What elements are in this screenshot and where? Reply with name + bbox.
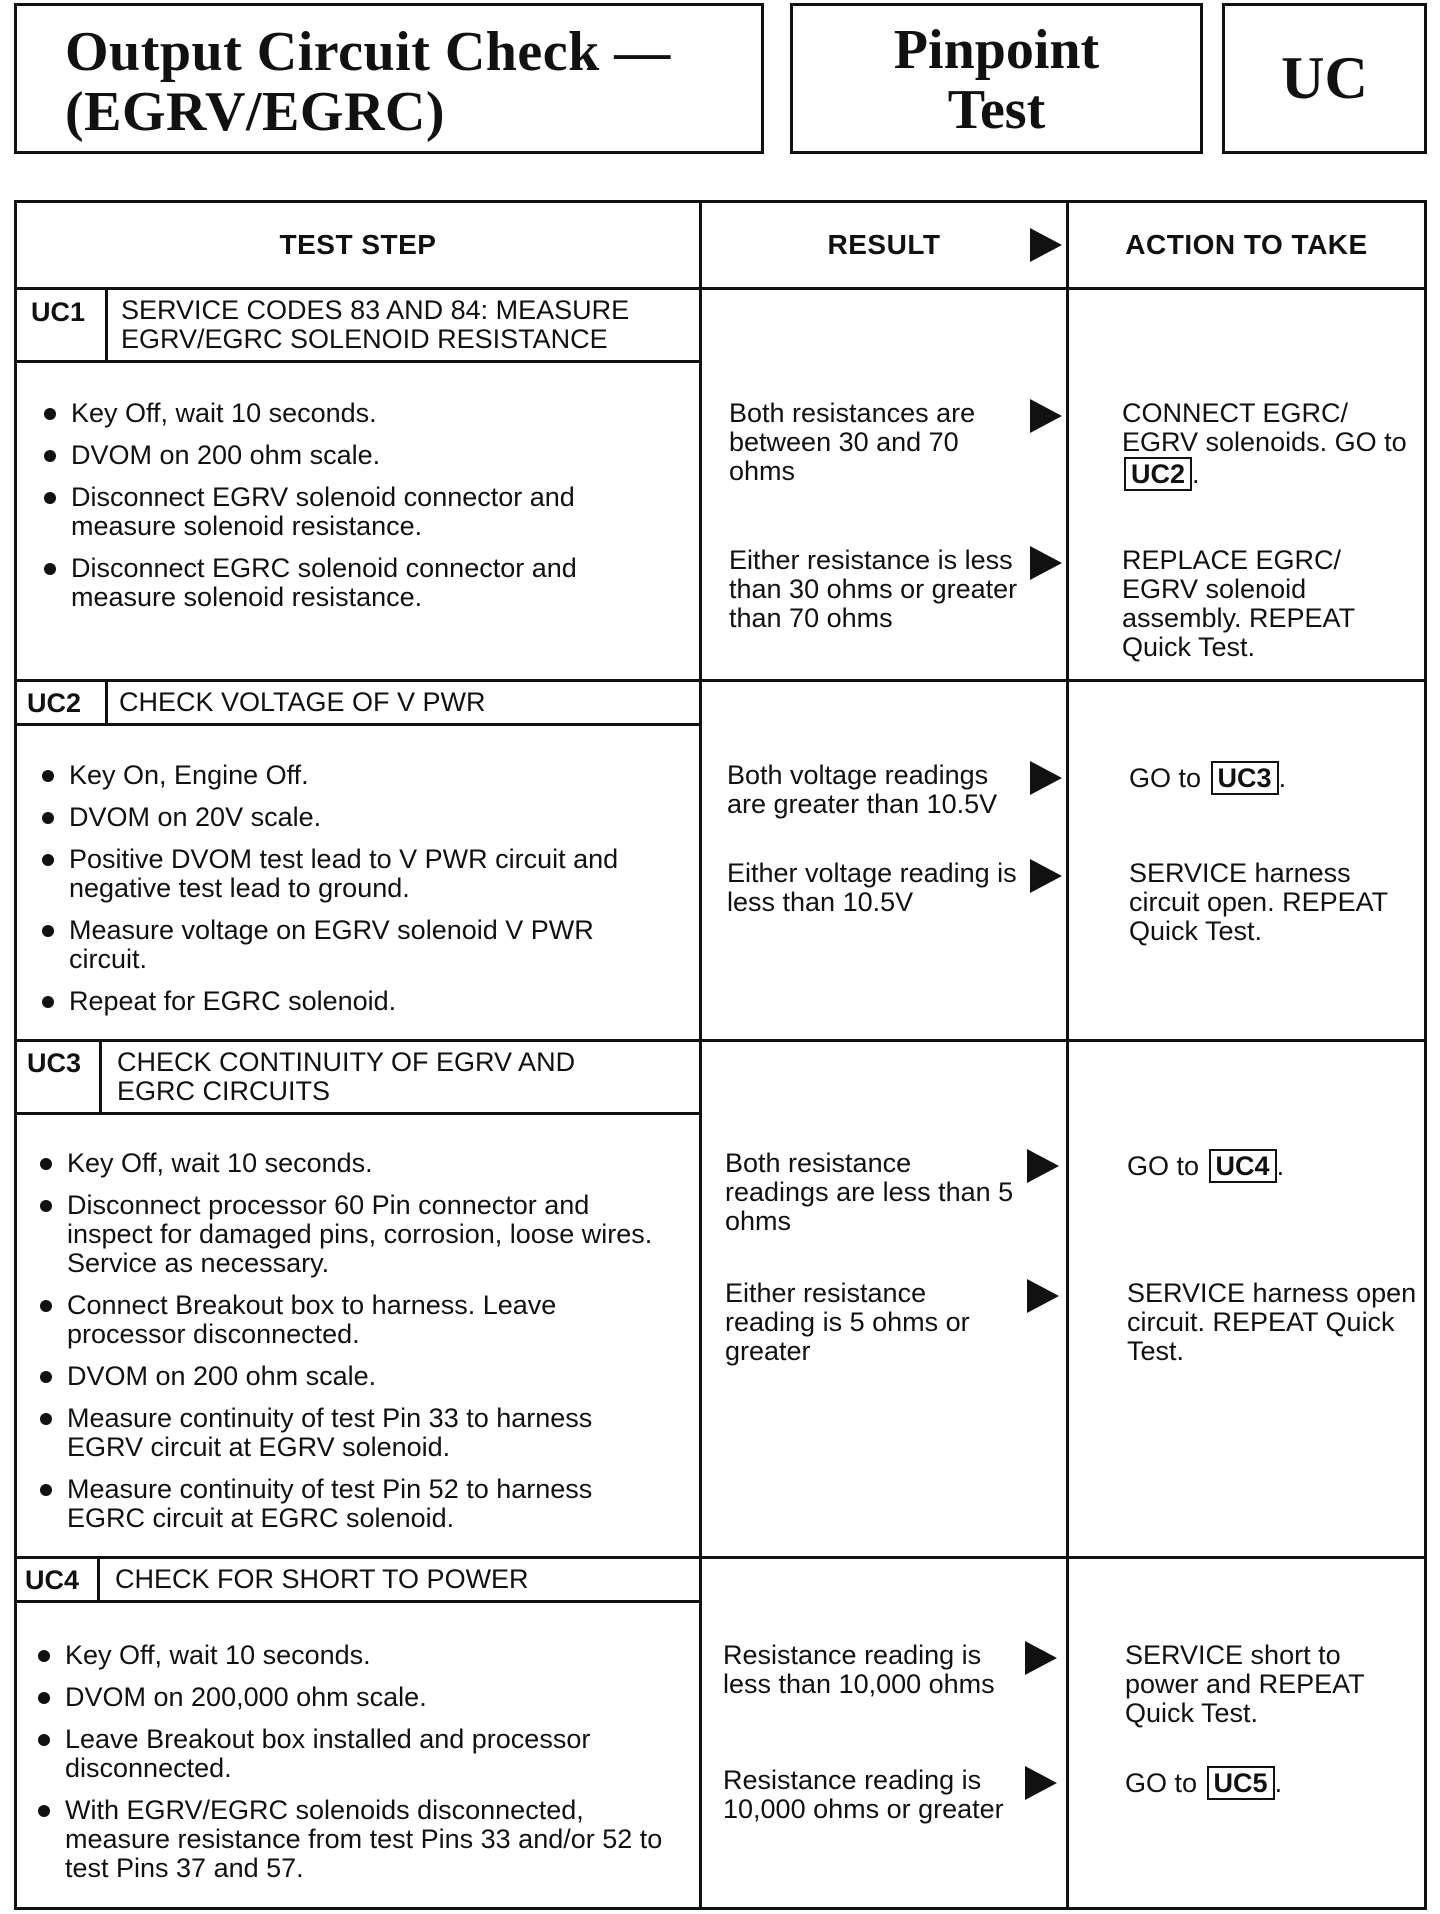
action-uc2-1 bbox=[1129, 761, 1419, 795]
action-uc3-2: SERVICE harness open circuit. REPEAT Quick Test. bbox=[1127, 1278, 1417, 1366]
step-title-uc3-line1: CHECK CONTINUITY OF EGRV AND bbox=[117, 1047, 576, 1077]
arrow-right-icon bbox=[1030, 399, 1062, 433]
list-item: Measure voltage on EGRV solenoid V PWR circuit. bbox=[37, 916, 677, 974]
result-uc2-1: Both voltage readings are greater than 10.5V bbox=[727, 760, 998, 819]
step-uc3-bullets bbox=[35, 1149, 675, 1533]
test-code: UC bbox=[1281, 45, 1368, 111]
list-item: Measure continuity of test Pin 33 to harness EGRV circuit at EGRV solenoid. bbox=[35, 1404, 675, 1462]
step-title-uc1-line2: EGRV/EGRC SOLENOID RESISTANCE bbox=[121, 324, 608, 354]
test-code-box bbox=[1222, 3, 1427, 154]
result-uc3-2: Either resistance reading is 5 ohms or greater bbox=[725, 1278, 970, 1366]
list-item: Key Off, wait 10 seconds. bbox=[35, 1149, 675, 1178]
step-title-underline bbox=[17, 723, 699, 726]
step-id-uc3: UC3 bbox=[27, 1048, 82, 1078]
step-divider bbox=[17, 1556, 1424, 1559]
test-title-box bbox=[14, 3, 764, 154]
test-title-line1: Output Circuit Check — bbox=[65, 21, 671, 83]
step-divider bbox=[17, 1039, 1424, 1042]
arrow-right-icon bbox=[1030, 228, 1062, 262]
step-uc2-bullets bbox=[37, 761, 677, 1016]
arrow-right-icon bbox=[1030, 546, 1062, 580]
result-uc4-1: Resistance reading is less than 10,000 ohms bbox=[723, 1640, 995, 1699]
column-header-result bbox=[702, 203, 1066, 287]
action-uc1-1 bbox=[1122, 399, 1412, 491]
step-reference-uc5[interactable]: UC5 bbox=[1207, 1766, 1275, 1800]
result-uc2-2: Either voltage reading is less than 10.5V bbox=[727, 858, 1017, 917]
list-item: DVOM on 200 ohm scale. bbox=[35, 1362, 675, 1391]
step-title-uc4: CHECK FOR SHORT TO POWER bbox=[115, 1564, 529, 1594]
step-reference-uc4[interactable]: UC4 bbox=[1209, 1149, 1277, 1183]
action-punct: . bbox=[1192, 459, 1200, 489]
result-uc4-2: Resistance reading is 10,000 ohms or greater bbox=[723, 1765, 1004, 1824]
list-item: Disconnect EGRV solenoid connector and measure solenoid resistance. bbox=[39, 483, 679, 541]
result-uc1-2: Either resistance is less than 30 ohms or greater than 70 ohms bbox=[729, 545, 1018, 633]
list-item: Disconnect EGRC solenoid connector and measure solenoid resistance. bbox=[39, 554, 679, 612]
step-uc4-bullets bbox=[33, 1641, 673, 1883]
step-id-divider bbox=[105, 682, 108, 725]
column-divider bbox=[1066, 203, 1069, 1907]
list-item: With EGRV/EGRC solenoids disconnected, measure resistance from test Pins 33 and/or 52 to test Pins 37 and 57. bbox=[33, 1796, 673, 1883]
step-reference-uc2[interactable]: UC2 bbox=[1124, 457, 1192, 491]
list-item: DVOM on 200,000 ohm scale. bbox=[33, 1683, 673, 1712]
action-punct: . bbox=[1276, 1151, 1285, 1181]
step-id-uc2: UC2 bbox=[27, 688, 82, 718]
step-title-underline bbox=[17, 1112, 699, 1115]
test-title-line2: (EGRV/EGRC) bbox=[65, 81, 445, 143]
action-text: CONNECT EGRC/ EGRV solenoids. GO to bbox=[1122, 398, 1407, 457]
step-title-uc3-line2: EGRC CIRCUITS bbox=[117, 1076, 331, 1106]
action-uc4-1: SERVICE short to power and REPEAT Quick Test. bbox=[1125, 1640, 1365, 1728]
step-reference-uc3[interactable]: UC3 bbox=[1211, 761, 1279, 795]
arrow-right-icon bbox=[1025, 1766, 1057, 1800]
list-item: Positive DVOM test lead to V PWR circuit and negative test lead to ground. bbox=[37, 845, 677, 903]
action-uc4-2 bbox=[1125, 1766, 1415, 1800]
list-item: Repeat for EGRC solenoid. bbox=[37, 987, 677, 1016]
action-uc1-2: REPLACE EGRC/ EGRV solenoid assembly. REPEAT Quick Test. bbox=[1122, 545, 1355, 662]
action-uc2-2: SERVICE harness circuit open. REPEAT Quick Test. bbox=[1129, 858, 1388, 946]
list-item: Disconnect processor 60 Pin connector and inspect for damaged pins, corrosion, loose wires. Service as necessary. bbox=[35, 1191, 675, 1278]
pinpoint-line2: Test bbox=[947, 79, 1046, 141]
arrow-right-icon bbox=[1027, 1149, 1059, 1183]
result-uc1-1: Both resistances are between 30 and 70 ohms bbox=[729, 398, 976, 486]
list-item: Key On, Engine Off. bbox=[37, 761, 677, 790]
action-text: GO to bbox=[1127, 1151, 1200, 1181]
action-text: GO to bbox=[1129, 763, 1202, 793]
column-header-result-label: RESULT bbox=[827, 229, 941, 260]
arrow-right-icon bbox=[1025, 1641, 1057, 1675]
action-uc3-1 bbox=[1127, 1149, 1417, 1183]
step-title-uc1-line1: SERVICE CODES 83 AND 84: MEASURE bbox=[121, 295, 630, 325]
pinpoint-test-table bbox=[14, 200, 1427, 1910]
step-title-uc1 bbox=[121, 296, 629, 354]
step-title-underline bbox=[17, 1600, 699, 1603]
step-id-uc1: UC1 bbox=[31, 297, 86, 327]
action-punct: . bbox=[1274, 1768, 1283, 1798]
step-id-divider bbox=[105, 290, 108, 362]
step-uc1-bullets bbox=[39, 399, 679, 612]
step-id-divider bbox=[97, 1559, 100, 1602]
list-item: Key Off, wait 10 seconds. bbox=[33, 1641, 673, 1670]
step-title-underline bbox=[17, 360, 699, 363]
step-title-uc3 bbox=[117, 1048, 575, 1106]
list-item: Connect Breakout box to harness. Leave processor disconnected. bbox=[35, 1291, 675, 1349]
list-item: Measure continuity of test Pin 52 to harness EGRC circuit at EGRC solenoid. bbox=[35, 1475, 675, 1533]
step-divider bbox=[17, 679, 1424, 682]
column-header-test-step: TEST STEP bbox=[279, 229, 437, 260]
header-divider bbox=[17, 287, 1424, 290]
arrow-right-icon bbox=[1030, 761, 1062, 795]
result-uc3-1: Both resistance readings are less than 5 ohms bbox=[725, 1148, 1014, 1236]
pinpoint-line1: Pinpoint bbox=[893, 19, 1100, 81]
arrow-right-icon bbox=[1027, 1279, 1059, 1313]
list-item: Key Off, wait 10 seconds. bbox=[39, 399, 679, 428]
arrow-right-icon bbox=[1030, 859, 1062, 893]
column-header-action: ACTION TO TAKE bbox=[1125, 229, 1368, 260]
pinpoint-label-box bbox=[790, 3, 1203, 154]
action-text: GO to bbox=[1125, 1768, 1198, 1798]
list-item: Leave Breakout box installed and processor disconnected. bbox=[33, 1725, 673, 1783]
step-title-uc2: CHECK VOLTAGE OF V PWR bbox=[119, 687, 486, 717]
list-item: DVOM on 200 ohm scale. bbox=[39, 441, 679, 470]
list-item: DVOM on 20V scale. bbox=[37, 803, 677, 832]
action-punct: . bbox=[1278, 763, 1287, 793]
step-id-divider bbox=[99, 1042, 102, 1114]
step-id-uc4: UC4 bbox=[25, 1565, 80, 1595]
column-divider bbox=[699, 203, 702, 1907]
